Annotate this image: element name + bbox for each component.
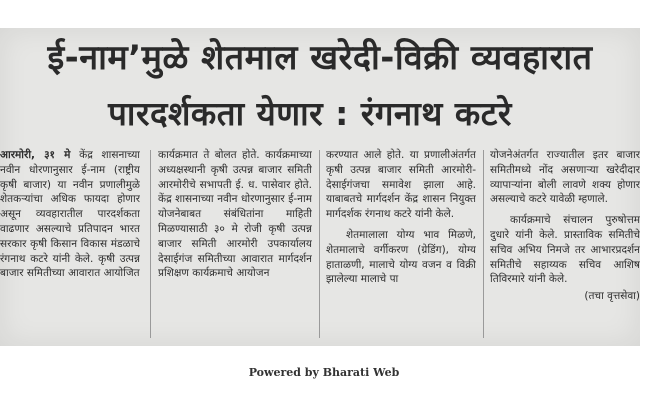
right-margin: [640, 28, 648, 346]
article-column-1: [0, 148, 140, 344]
column-1-text: केंद्र शासनाच्या नवीन धोरणानुसार ई-नाम (राष्ट्रीय कृषी बाजार) या नवीन प्रणालीमुळे शेतकऱ्यांचा अधिक फायदा होणार असून व्यवहारातील पारदर्शकता वाढणार असल्याचे प्रतिपादन भारत सरकार कृषी किसान विकास मंडळाचे रंगनाथ कटरे यांनी केले. कृषी उत्पन्न बाजार समितीच्या आवारात आयोजित: [0, 149, 140, 280]
news-credit: (तचा वृत्तसेवा): [584, 290, 640, 303]
dateline: आरमोरी, ३१ मे: [0, 149, 71, 161]
news-clipping: [0, 28, 640, 346]
headline-line-2: पारदर्शकता येणार : रंगनाथ कटरे: [108, 94, 512, 133]
column-divider: [319, 150, 320, 338]
top-margin: [0, 0, 648, 28]
column-4-text: योजनेअंतर्गत राज्यातील इतर बाजार समितीमध्ये नोंद असणाऱ्या खरेदीदार व्यापाऱ्यांना बोली लावणे शक्य होणार असल्याचे कटरे यावेळी म्हणाले.: [490, 149, 640, 206]
column-2-text: कार्यक्रमात ते बोलत होते. कार्यक्रमाच्या अध्यक्षस्थानी कृषी उत्पन्न बाजार समिती आरमोरीचे सभापती ई. ध. पासेवार होते. केंद्र शासनाच्या नवीन धोरणानुसार ई-नाम योजनेबाबत संबंधितांना माहिती मिळण्यासाठी ३० मे रोजी कृषी उत्पन्न बाजार समिती आरमोरी उपकार्यालय देसाईगंज समितीच्या आवारात मार्गदर्शन प्रशिक्षण कार्यक्रमाचे आयोजन: [158, 149, 312, 280]
headline-line-1: ई-नाम’मुळे शेतमाल खरेदी-विक्री व्यवहारात: [47, 38, 593, 78]
column-3-text-2: शेतमालाला योग्य भाव मिळणे, शेतमालाचे वर्गीकरण (ग्रेडिंग), योग्य हाताळणी, मालाचे योग्य वजन व विक्री झालेल्या मालाचे पा: [326, 228, 476, 286]
footer-credit: Powered by Bharati Web: [248, 366, 400, 379]
article-column-2: [158, 148, 312, 344]
column-divider: [483, 150, 484, 338]
column-4-text-2: कार्यक्रमाचे संचालन पुरुषोत्तम दुधारे यांनी केले. प्रास्ताविक समितीचे सचिव अभिय निमजे तर आभारप्रदर्शन समितीचे सहाय्यक सचिव आशिष तिविरमारे यांनी केले.: [490, 214, 640, 286]
column-divider: [150, 150, 151, 338]
article-column-3: [326, 148, 476, 344]
column-3-text: करण्यात आले होते. या प्रणालीअंतर्गत कृषी उत्पन्न बाजार समिती आरमोरी-देसाईगंजचा समावेश झाला आहे. याबाबतचे मार्गदर्शन केंद्र शासन नियुक्त मार्गदर्शक रंगनाथ कटरे यांनी केले.: [326, 149, 476, 221]
article-column-4: [490, 148, 640, 344]
